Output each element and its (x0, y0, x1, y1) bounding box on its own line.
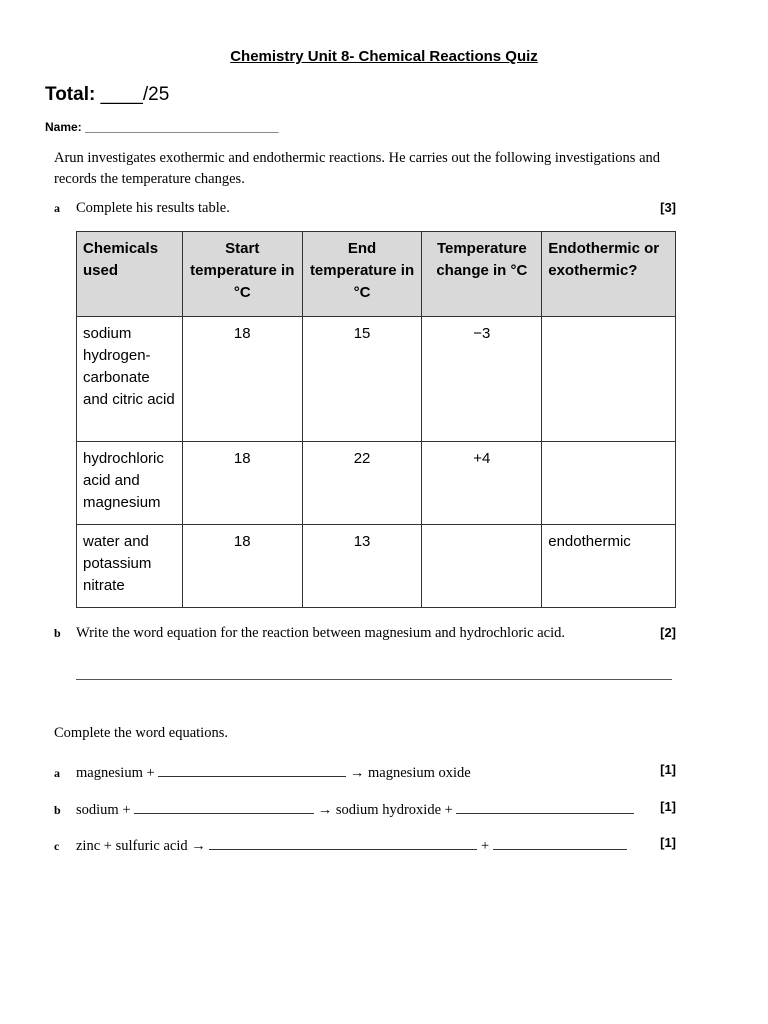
answer-cell[interactable] (542, 442, 676, 525)
table-cell: −3 (422, 317, 542, 442)
table-header: Chemicals used (77, 232, 183, 317)
table-header: Temperature change in °C (422, 232, 542, 317)
equation-a-marks: [1] (660, 762, 676, 777)
question-b-letter: b (54, 626, 61, 640)
total-score (45, 84, 169, 106)
table-cell: 18 (182, 442, 302, 525)
table-cell: 15 (302, 317, 422, 442)
intro-text: Arun investigates exothermic and endothermic reactions. He carries out the following investigations and records the temperature changes. (54, 150, 661, 187)
equation-a-letter: a (54, 766, 60, 780)
equation-b-letter: b (54, 803, 61, 817)
answer-cell[interactable] (422, 525, 542, 608)
equation-b-blank-1[interactable] (134, 799, 314, 814)
total-label: Total: (45, 84, 96, 105)
table-cell: sodium hydrogen-carbonate and citric acid (77, 317, 183, 442)
table-cell: +4 (422, 442, 542, 525)
quiz-title: Chemistry Unit 8- Chemical Reactions Quiz (230, 48, 538, 65)
equation-c-plus: + (481, 838, 490, 854)
question-b-text: Write the word equation for the reaction between magnesium and hydrochloric acid. (76, 625, 566, 641)
equation-b-blank-2[interactable] (456, 799, 634, 814)
question-a-marks: [3] (660, 200, 676, 215)
answer-cell[interactable] (542, 317, 676, 442)
equation-a (54, 762, 676, 784)
table-row (77, 317, 676, 442)
equation-a-end: → magnesium oxide (349, 765, 471, 781)
equation-a-start: magnesium + (76, 765, 155, 781)
equation-b-marks: [1] (660, 799, 676, 814)
name-field[interactable] (45, 120, 279, 134)
equation-b-middle: → sodium hydroxide + (317, 802, 453, 818)
table-cell: 18 (182, 525, 302, 608)
equation-b-start: sodium + (76, 802, 131, 818)
equation-c-letter: c (54, 839, 60, 853)
question-a-letter: a (54, 201, 60, 215)
question-a-text: Complete his results table. (76, 200, 230, 216)
equation-c-start: zinc + sulfuric acid → (76, 838, 206, 854)
table-cell: endothermic (542, 525, 676, 608)
table-cell: 18 (182, 317, 302, 442)
table-row (77, 442, 676, 525)
question-a (54, 200, 676, 217)
complete-heading: Complete the word equations. (54, 725, 228, 741)
table-header: Start temperature in °C (182, 232, 302, 317)
results-table (76, 231, 676, 608)
table-cell: 13 (302, 525, 422, 608)
total-blank[interactable]: ____ (100, 84, 143, 105)
table-header: Endothermic or exothermic? (542, 232, 676, 317)
equation-c (54, 835, 676, 857)
answer-line[interactable] (76, 679, 672, 680)
total-max: /25 (142, 84, 170, 105)
table-cell: water and potassium nitrate (77, 525, 183, 608)
equation-b (54, 799, 676, 821)
name-blank[interactable]: _____________________________ (85, 120, 279, 134)
question-b-marks: [2] (660, 625, 676, 640)
table-cell: 22 (302, 442, 422, 525)
equation-c-blank-1[interactable] (209, 835, 477, 850)
table-cell: hydrochloric acid and magnesium (77, 442, 183, 525)
table-header: End temperature in °C (302, 232, 422, 317)
question-b (54, 625, 676, 642)
equation-c-marks: [1] (660, 835, 676, 850)
name-label: Name: (45, 120, 82, 134)
table-row (77, 525, 676, 608)
equation-c-blank-2[interactable] (493, 835, 627, 850)
equation-a-blank[interactable] (158, 762, 346, 777)
